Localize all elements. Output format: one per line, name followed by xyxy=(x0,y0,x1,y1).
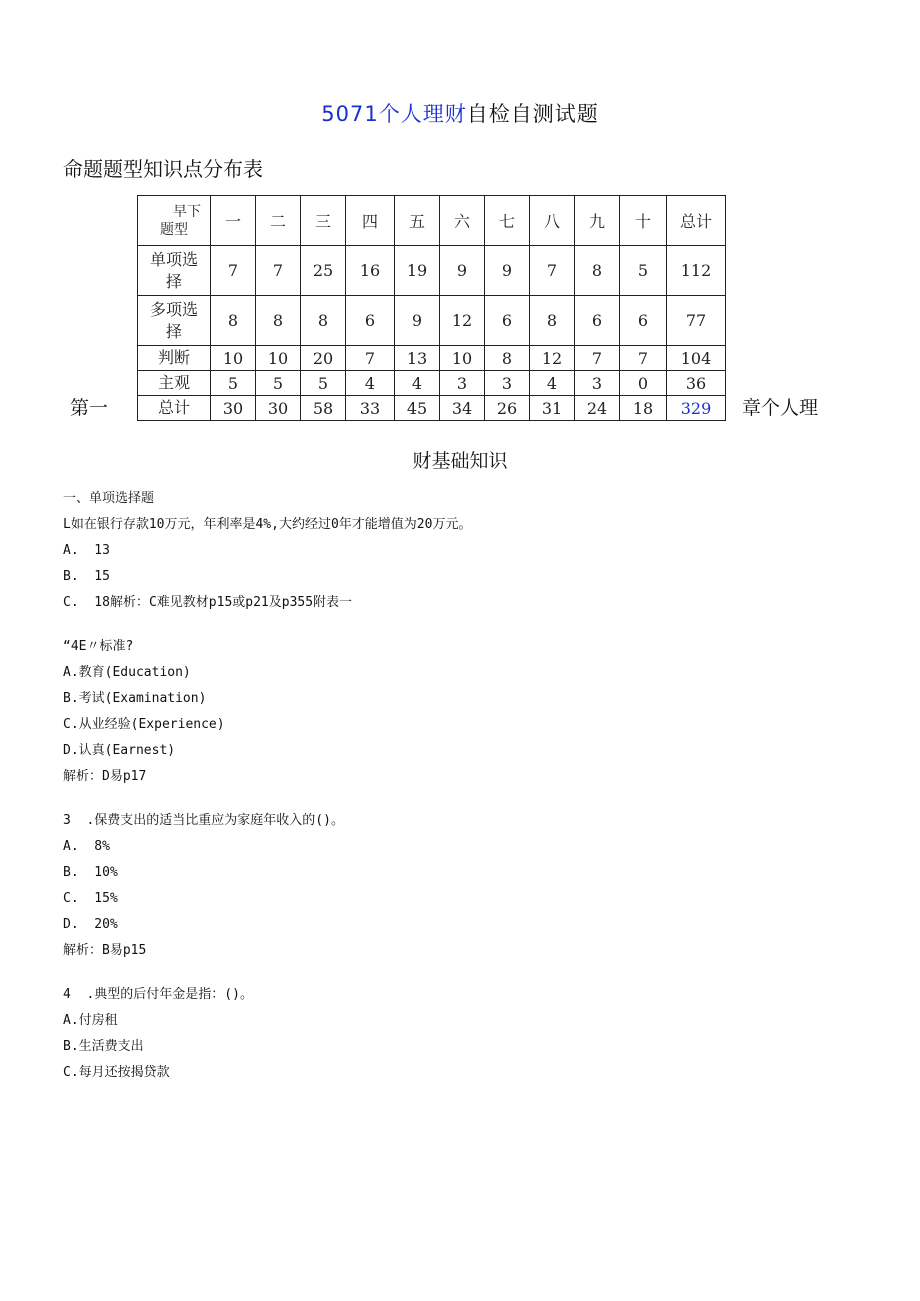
text-line: C. 18解析：C难见教材p15或p21及p355附表一 xyxy=(63,595,353,610)
table-header-cell: 总计 xyxy=(667,196,726,246)
table-cell: 36 xyxy=(667,371,726,396)
text-line: B. 15 xyxy=(63,569,110,584)
spacer xyxy=(63,790,471,808)
table-row xyxy=(138,296,726,346)
table-cell: 20 xyxy=(301,346,346,371)
spacer xyxy=(63,964,471,982)
table-cell: 8 xyxy=(575,246,620,296)
table-cell: 7 xyxy=(346,346,395,371)
text-line: C. 15% xyxy=(63,891,118,906)
text-line: “4E〃标准? xyxy=(63,639,134,654)
table-header-cell: 二 xyxy=(256,196,301,246)
table-header-cell: 九 xyxy=(575,196,620,246)
text-line: D.认真(Earnest) xyxy=(63,743,176,758)
table-header-cell: 一 xyxy=(211,196,256,246)
text-line: C.每月还按揭贷款 xyxy=(63,1065,170,1080)
table-row xyxy=(138,346,726,371)
table-cell: 13 xyxy=(395,346,440,371)
table-cell: 5 xyxy=(211,371,256,396)
table-cell: 7 xyxy=(256,246,301,296)
text-line: D. 20% xyxy=(63,917,118,932)
corner-chapter-label: 早下 xyxy=(173,203,201,220)
table-cell: 6 xyxy=(575,296,620,346)
text-line: B.生活费支出 xyxy=(63,1039,144,1054)
table-header-cell: 十 xyxy=(620,196,667,246)
table-cell: 33 xyxy=(346,396,395,421)
table-cell: 6 xyxy=(485,296,530,346)
table-header-row xyxy=(138,196,726,246)
question-body xyxy=(63,486,471,1086)
table-cell: 112 xyxy=(667,246,726,296)
table-cell: 6 xyxy=(346,296,395,346)
table-cell: 16 xyxy=(346,246,395,296)
table-cell: 6 xyxy=(620,296,667,346)
table-cell: 5 xyxy=(620,246,667,296)
table-header-cell: 六 xyxy=(440,196,485,246)
table-cell: 8 xyxy=(211,296,256,346)
table-row-label: 多项选择 xyxy=(138,296,211,346)
table-cell: 329 xyxy=(667,396,726,421)
table-cell: 8 xyxy=(256,296,301,346)
text-line: A. 13 xyxy=(63,543,110,558)
text-line: 3 .保费支出的适当比重应为家庭年收入的()。 xyxy=(63,813,344,828)
table-header-cell: 四 xyxy=(346,196,395,246)
table-cell: 104 xyxy=(667,346,726,371)
table-cell: 34 xyxy=(440,396,485,421)
table-header-cell: 八 xyxy=(530,196,575,246)
table-row xyxy=(138,396,726,421)
table-cell: 3 xyxy=(485,371,530,396)
table-cell: 10 xyxy=(440,346,485,371)
table-row-label: 总计 xyxy=(138,396,211,421)
text-line: B. 10% xyxy=(63,865,118,880)
text-line: B.考试(Examination) xyxy=(63,691,207,706)
table-cell: 10 xyxy=(256,346,301,371)
table-row-label: 主观 xyxy=(138,371,211,396)
text-line: 4 .典型的后付年金是指：()。 xyxy=(63,987,253,1002)
text-line: 解析：B易p15 xyxy=(63,943,147,958)
table-cell: 3 xyxy=(440,371,485,396)
table-cell: 25 xyxy=(301,246,346,296)
table-cell: 9 xyxy=(440,246,485,296)
table-cell: 8 xyxy=(530,296,575,346)
table-cell: 45 xyxy=(395,396,440,421)
table-cell: 58 xyxy=(301,396,346,421)
table-cell: 19 xyxy=(395,246,440,296)
table-cell: 31 xyxy=(530,396,575,421)
table-cell: 7 xyxy=(211,246,256,296)
table-cell: 3 xyxy=(575,371,620,396)
table-cell: 4 xyxy=(346,371,395,396)
table-cell: 26 xyxy=(485,396,530,421)
table-cell: 0 xyxy=(620,371,667,396)
text-line: C.从业经验(Experience) xyxy=(63,717,225,732)
table-subtitle: 命题题型知识点分布表 xyxy=(63,157,263,181)
table-cell: 5 xyxy=(256,371,301,396)
table-cell: 77 xyxy=(667,296,726,346)
table-cell: 12 xyxy=(530,346,575,371)
chapter-heading-left: 第一 xyxy=(70,397,109,419)
table-cell: 4 xyxy=(395,371,440,396)
table-row-label: 单项选择 xyxy=(138,246,211,296)
title-blue-part: 5071个人理财 xyxy=(321,102,467,126)
table-cell: 30 xyxy=(211,396,256,421)
text-line: 一、单项选择题 xyxy=(63,491,155,506)
text-line: A. 8% xyxy=(63,839,110,854)
table-header-cell: 七 xyxy=(485,196,530,246)
table-row xyxy=(138,246,726,296)
table-cell: 24 xyxy=(575,396,620,421)
table-cell: 7 xyxy=(575,346,620,371)
table-cell: 7 xyxy=(620,346,667,371)
table-header-cell: 五 xyxy=(395,196,440,246)
table-header-cell: 三 xyxy=(301,196,346,246)
corner-type-label: 题型 xyxy=(160,221,188,238)
document-title xyxy=(0,98,920,128)
table-row xyxy=(138,371,726,396)
table-cell: 9 xyxy=(395,296,440,346)
table-cell: 9 xyxy=(485,246,530,296)
table-corner-cell xyxy=(138,196,211,246)
table-cell: 30 xyxy=(256,396,301,421)
text-line: L如在银行存款10万元，年利率是4%,大约经过0年才能增值为20万元。 xyxy=(63,517,472,532)
table-cell: 10 xyxy=(211,346,256,371)
chapter-heading-continued: 财基础知识 xyxy=(412,450,508,472)
table-cell: 8 xyxy=(485,346,530,371)
table-cell: 5 xyxy=(301,371,346,396)
table-row-label: 判断 xyxy=(138,346,211,371)
chapter-heading-right: 章个人理 xyxy=(742,397,819,419)
table-cell: 12 xyxy=(440,296,485,346)
table-cell: 7 xyxy=(530,246,575,296)
table-cell: 8 xyxy=(301,296,346,346)
table-cell: 18 xyxy=(620,396,667,421)
text-line: A.付房租 xyxy=(63,1013,118,1028)
title-rest: 自检自测试题 xyxy=(466,102,599,126)
text-line: A.教育(Education) xyxy=(63,665,191,680)
text-line: 解析：D易p17 xyxy=(63,769,147,784)
table-cell: 4 xyxy=(530,371,575,396)
spacer xyxy=(63,616,471,634)
distribution-table xyxy=(137,195,726,421)
